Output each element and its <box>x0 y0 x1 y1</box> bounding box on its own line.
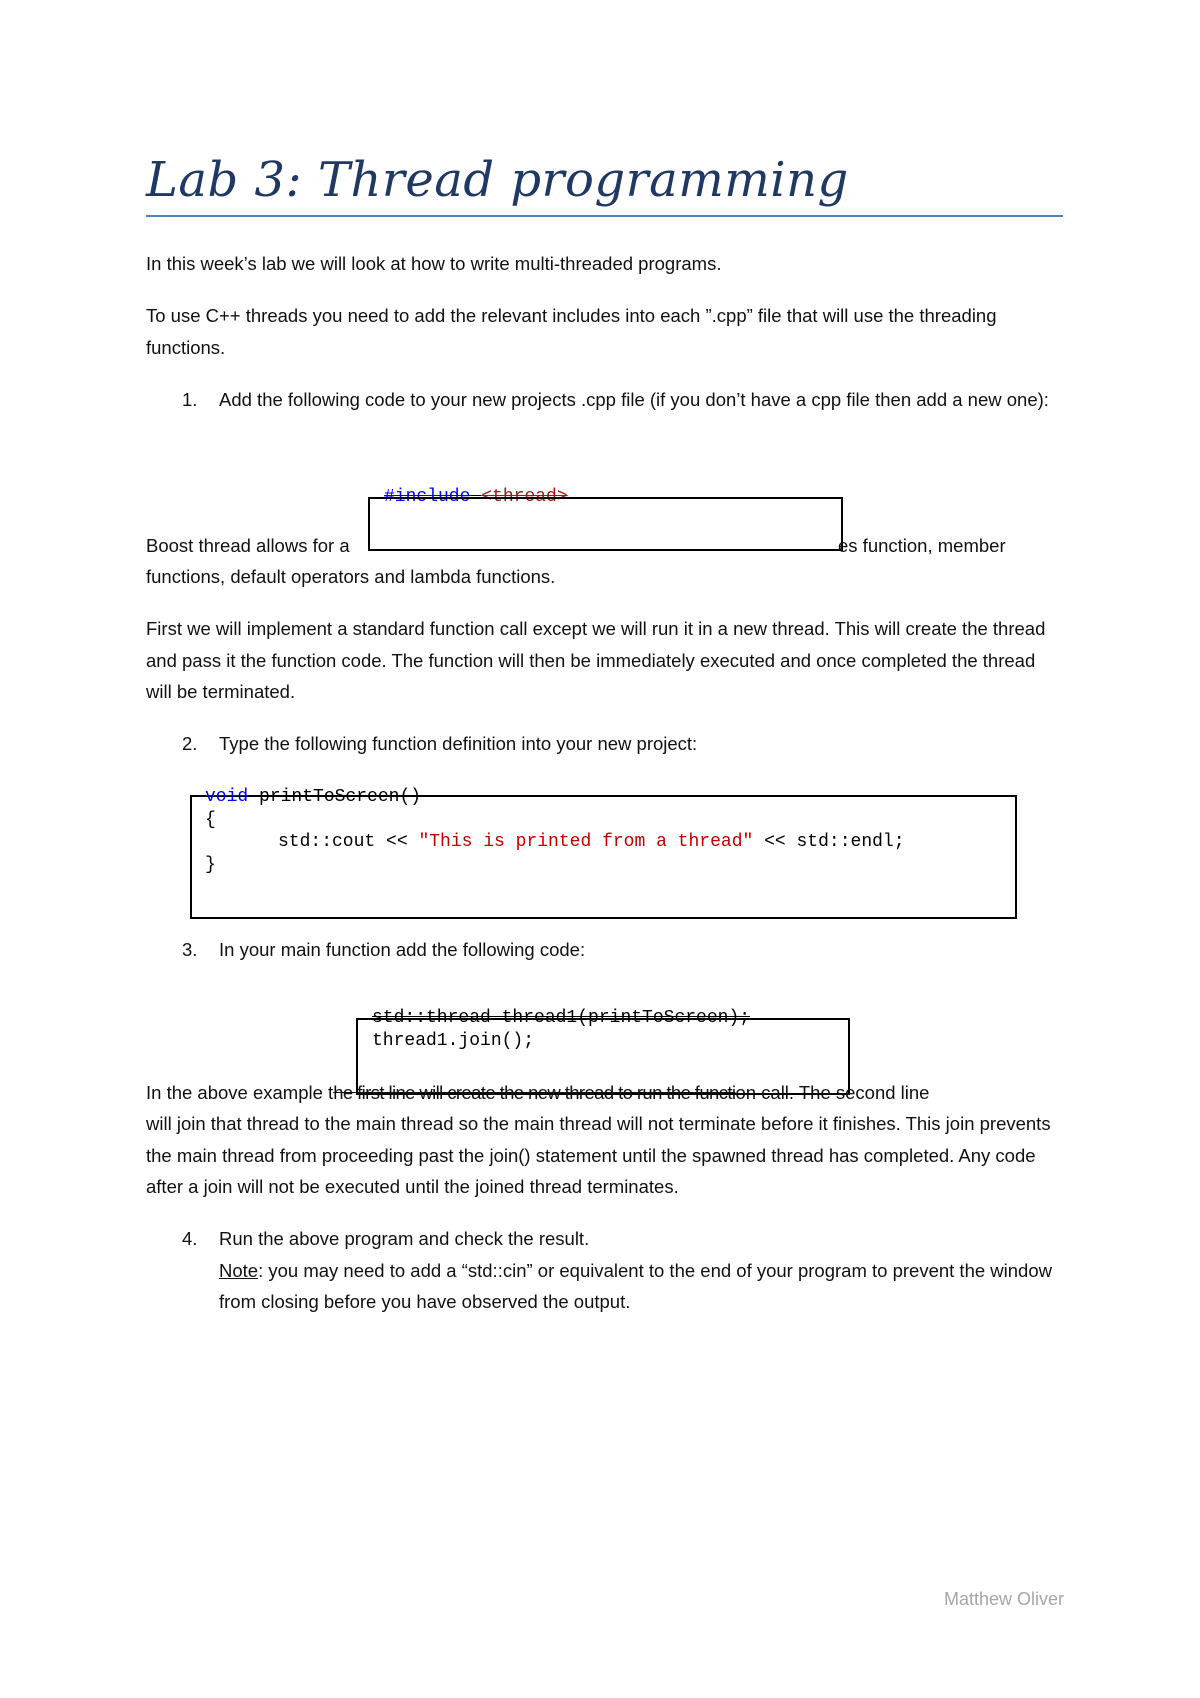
join-paragraph-line1: In the above example the first line will create the new thread to run the function call. The second line <box>146 1082 930 1103</box>
code-string-literal: "This is printed from a thread" <box>418 832 754 852</box>
step-3-number: 3. <box>182 939 198 960</box>
step-3-text: In your main function add the following code: <box>219 939 586 960</box>
step-2 <box>146 728 1066 760</box>
step-3 <box>146 934 1066 966</box>
boost-text-start: Boost thread allows for a <box>146 535 350 556</box>
code-open-brace: { <box>205 810 216 830</box>
step-1-text: Add the following code to your new projects .cpp file (if you don’t have a cpp file then add a new one): <box>219 389 1049 410</box>
code-function-line1 <box>205 786 421 808</box>
step-2-number: 2. <box>182 733 198 754</box>
code-cout-line <box>278 831 905 853</box>
step-2-text: Type the following function definition into your new project: <box>219 733 698 754</box>
code-function-signature: printToScreen() <box>248 787 422 807</box>
footer-author: Matthew Oliver <box>943 1589 1064 1609</box>
boost-text-end: es function, member <box>838 535 1006 556</box>
code-join-line: thread1.join(); <box>372 1031 535 1051</box>
step-4-text: Run the above program and check the result. <box>219 1228 590 1249</box>
code-box-function <box>190 795 1017 919</box>
step-1 <box>146 384 1066 416</box>
includes-paragraph: To use C++ threads you need to add the relevant includes into each ”.cpp” file that will use the threading functions. <box>146 305 997 358</box>
note-text: : you may need to add a “std::cin” or equivalent to the end of your program to prevent the window from closing before you have observed the output. <box>219 1259 1052 1312</box>
code-endl: << std::endl; <box>753 832 905 852</box>
code-close-brace: } <box>205 855 216 875</box>
join-paragraph-rest: will join that thread to the main thread so the main thread will not terminate before it finishes. This join prevents the main thread from proceeding past the join() statement until the spawned thread has completed. Any code after a join will not be executed until the joined thread terminates. <box>146 1113 1051 1197</box>
intro-paragraph: In this week’s lab we will look at how to write multi-threaded programs. <box>146 253 722 274</box>
note-label: Note <box>219 1259 259 1281</box>
step-4-number: 4. <box>182 1228 198 1249</box>
code-include-header: <thread> <box>481 487 568 507</box>
title-underline-rule <box>146 215 1063 217</box>
step-1-number: 1. <box>182 389 198 410</box>
boost-paragraph-line2: functions, default operators and lambda functions. <box>146 566 556 587</box>
code-cout: std::cout << <box>278 832 419 852</box>
standard-function-paragraph: First we will implement a standard function call except we will run it in a new thread. This will create the thread and pass it the function code. The function will then be immediately executed and once completed the thread will be terminated. <box>146 618 1046 702</box>
step-4 <box>146 1223 1066 1318</box>
code-void-keyword: void <box>205 787 249 807</box>
code-thread-line: std::thread thread1(printToScreen); <box>372 1008 751 1028</box>
page-title: Lab 3: Thread programming <box>146 152 849 208</box>
code-include-directive: #include <box>384 487 471 507</box>
